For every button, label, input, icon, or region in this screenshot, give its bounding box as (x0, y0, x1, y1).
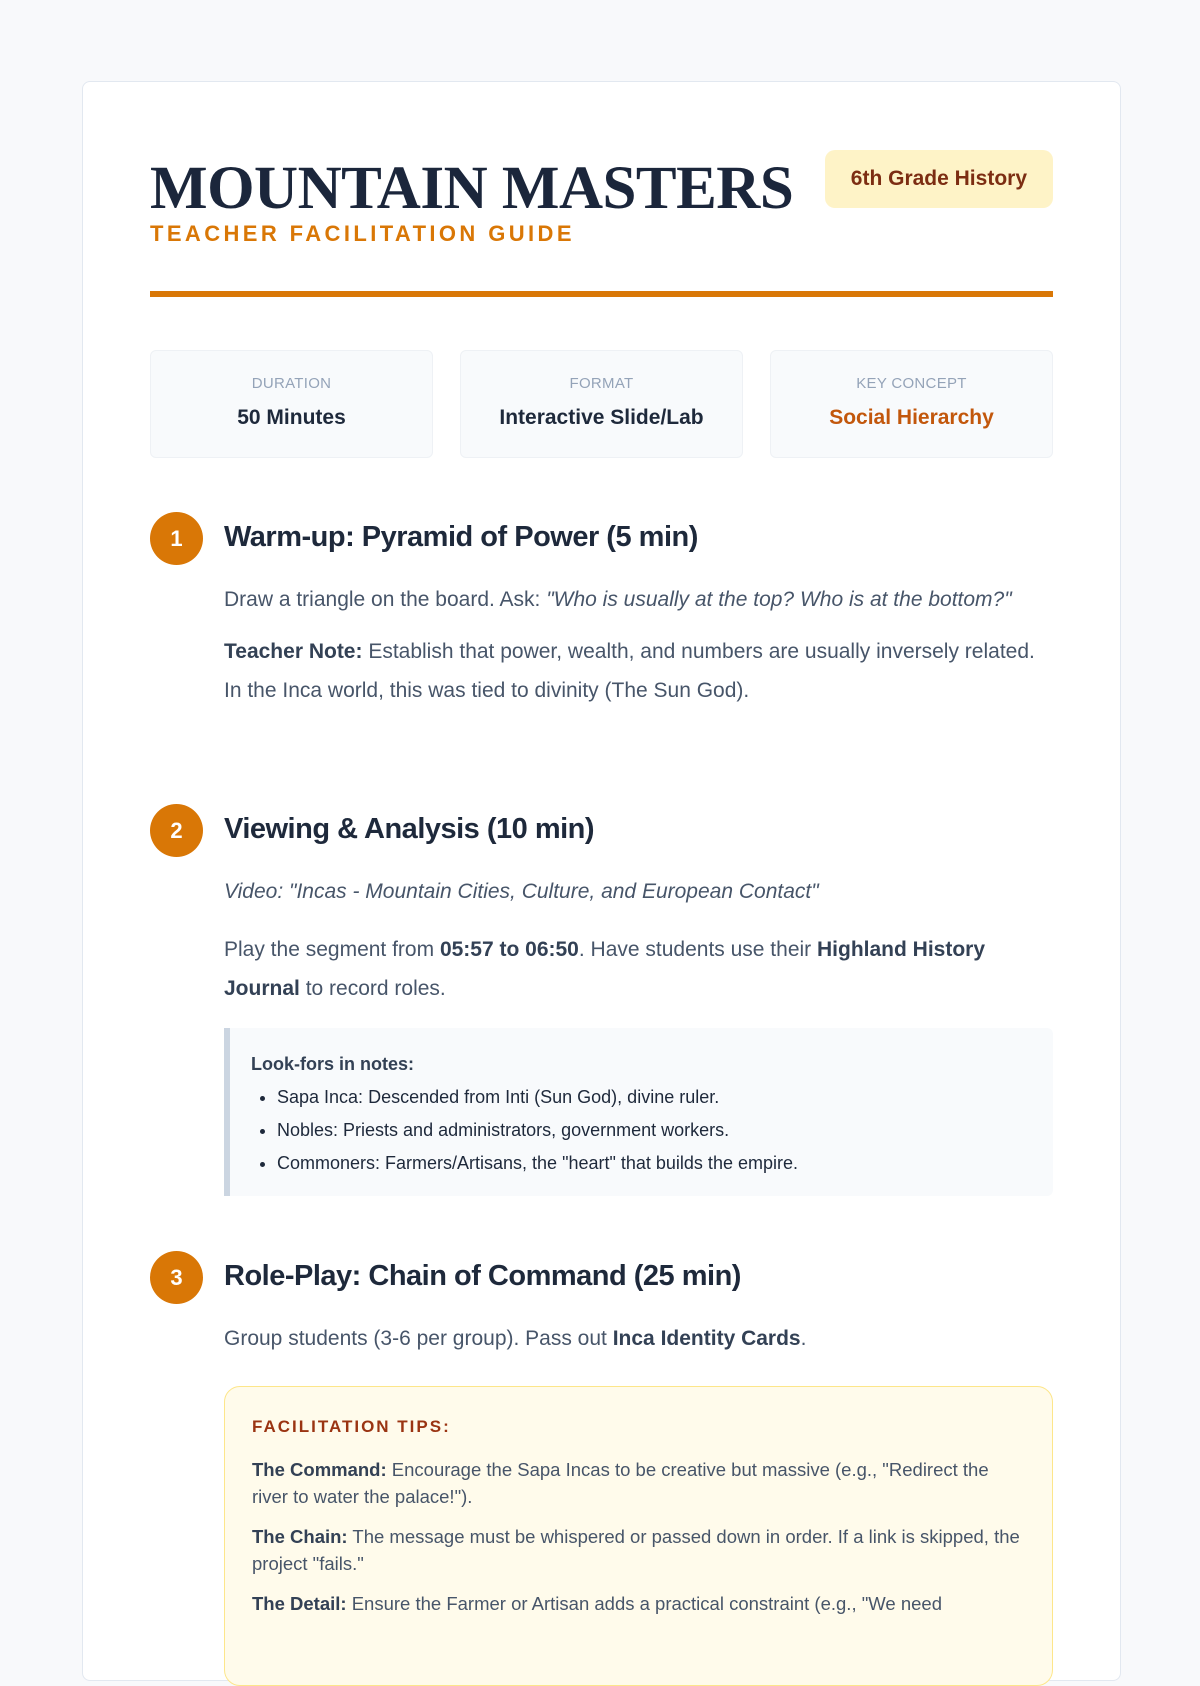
text: Play the segment from (224, 938, 440, 961)
stat-format (460, 350, 743, 458)
tip-label: The Chain: (252, 1526, 348, 1547)
list-item: • Commoners: Farmers/Artisans, the "heart" that builds the empire. (277, 1147, 1031, 1180)
section-title: Role-Play: Chain of Command (25 min) (224, 1260, 741, 1292)
tip-text: Ensure the Farmer or Artisan adds a practical constraint (e.g., "We need (346, 1593, 943, 1614)
stat-value: Interactive Slide/Lab (499, 406, 704, 429)
list-item: • Nobles: Priests and administrators, government workers. (277, 1114, 1031, 1147)
step-number: 1 (150, 512, 203, 565)
section-title: Viewing & Analysis (10 min) (224, 813, 595, 845)
section-title: Warm-up: Pyramid of Power (5 min) (224, 521, 698, 553)
look-fors-box (224, 1028, 1053, 1196)
header-divider (150, 291, 1053, 297)
tip-text: The message must be whispered or passed down in order. If a link is skipped, the project "fails." (252, 1526, 1020, 1574)
stat-value: 50 Minutes (237, 406, 346, 429)
step-number: 2 (150, 804, 203, 857)
page-subtitle: TEACHER FACILITATION GUIDE (150, 221, 575, 246)
text: to record roles. (299, 977, 446, 1000)
grade-badge: 6th Grade History (825, 150, 1053, 208)
roleplay-instructions (224, 1319, 1053, 1358)
facilitation-tips-box (224, 1386, 1053, 1686)
tip-item (252, 1523, 1025, 1577)
look-fors-title: Look-fors in notes: (251, 1054, 414, 1074)
stat-label: DURATION (251, 375, 332, 392)
tip-item (252, 1590, 1025, 1617)
list-item: • Sapa Inca: Descended from Inti (Sun God), divine ruler. (277, 1081, 1031, 1114)
teacher-note (224, 632, 1053, 710)
timestamp: 05:57 to 06:50 (439, 938, 579, 961)
identity-cards: Inca Identity Cards (612, 1327, 801, 1350)
stat-duration (150, 350, 433, 458)
note-label: Teacher Note: (224, 640, 363, 663)
warmup-prompt (224, 580, 1053, 619)
viewing-instructions (224, 930, 1053, 1008)
stats-row (150, 350, 1053, 458)
prompt-quote: "Who is usually at the top? Who is at the bottom?" (546, 588, 1012, 611)
journal-name: Highland History Journal (224, 938, 986, 1000)
stat-label: FORMAT (569, 375, 634, 392)
stat-label: KEY CONCEPT (856, 375, 967, 392)
tip-text: Encourage the Sapa Incas to be creative but massive (e.g., "Redirect the river to water the palace!"). (252, 1459, 989, 1507)
tips-title: FACILITATION TIPS: (252, 1417, 451, 1436)
stat-value: Social Hierarchy (829, 406, 994, 429)
tip-label: The Command: (252, 1459, 387, 1480)
video-title: Video: "Incas - Mountain Cities, Culture, and European Contact" (224, 880, 819, 903)
text: Group students (3-6 per group). Pass out (224, 1327, 613, 1350)
text: . (800, 1327, 807, 1350)
tip-label: The Detail: (252, 1593, 347, 1614)
stat-key-concept (770, 350, 1053, 458)
tip-item (252, 1456, 1025, 1510)
guide-card (82, 81, 1121, 1681)
page-title: MOUNTAIN MASTERS (150, 155, 794, 222)
text: . Have students use their (578, 938, 817, 961)
prompt-text: Draw a triangle on the board. Ask: (224, 588, 547, 611)
step-number: 3 (150, 1251, 203, 1304)
note-text: Establish that power, wealth, and numbers are usually inversely related. In the Inca world, this was tied to divinity (The Sun God). (224, 640, 1035, 702)
